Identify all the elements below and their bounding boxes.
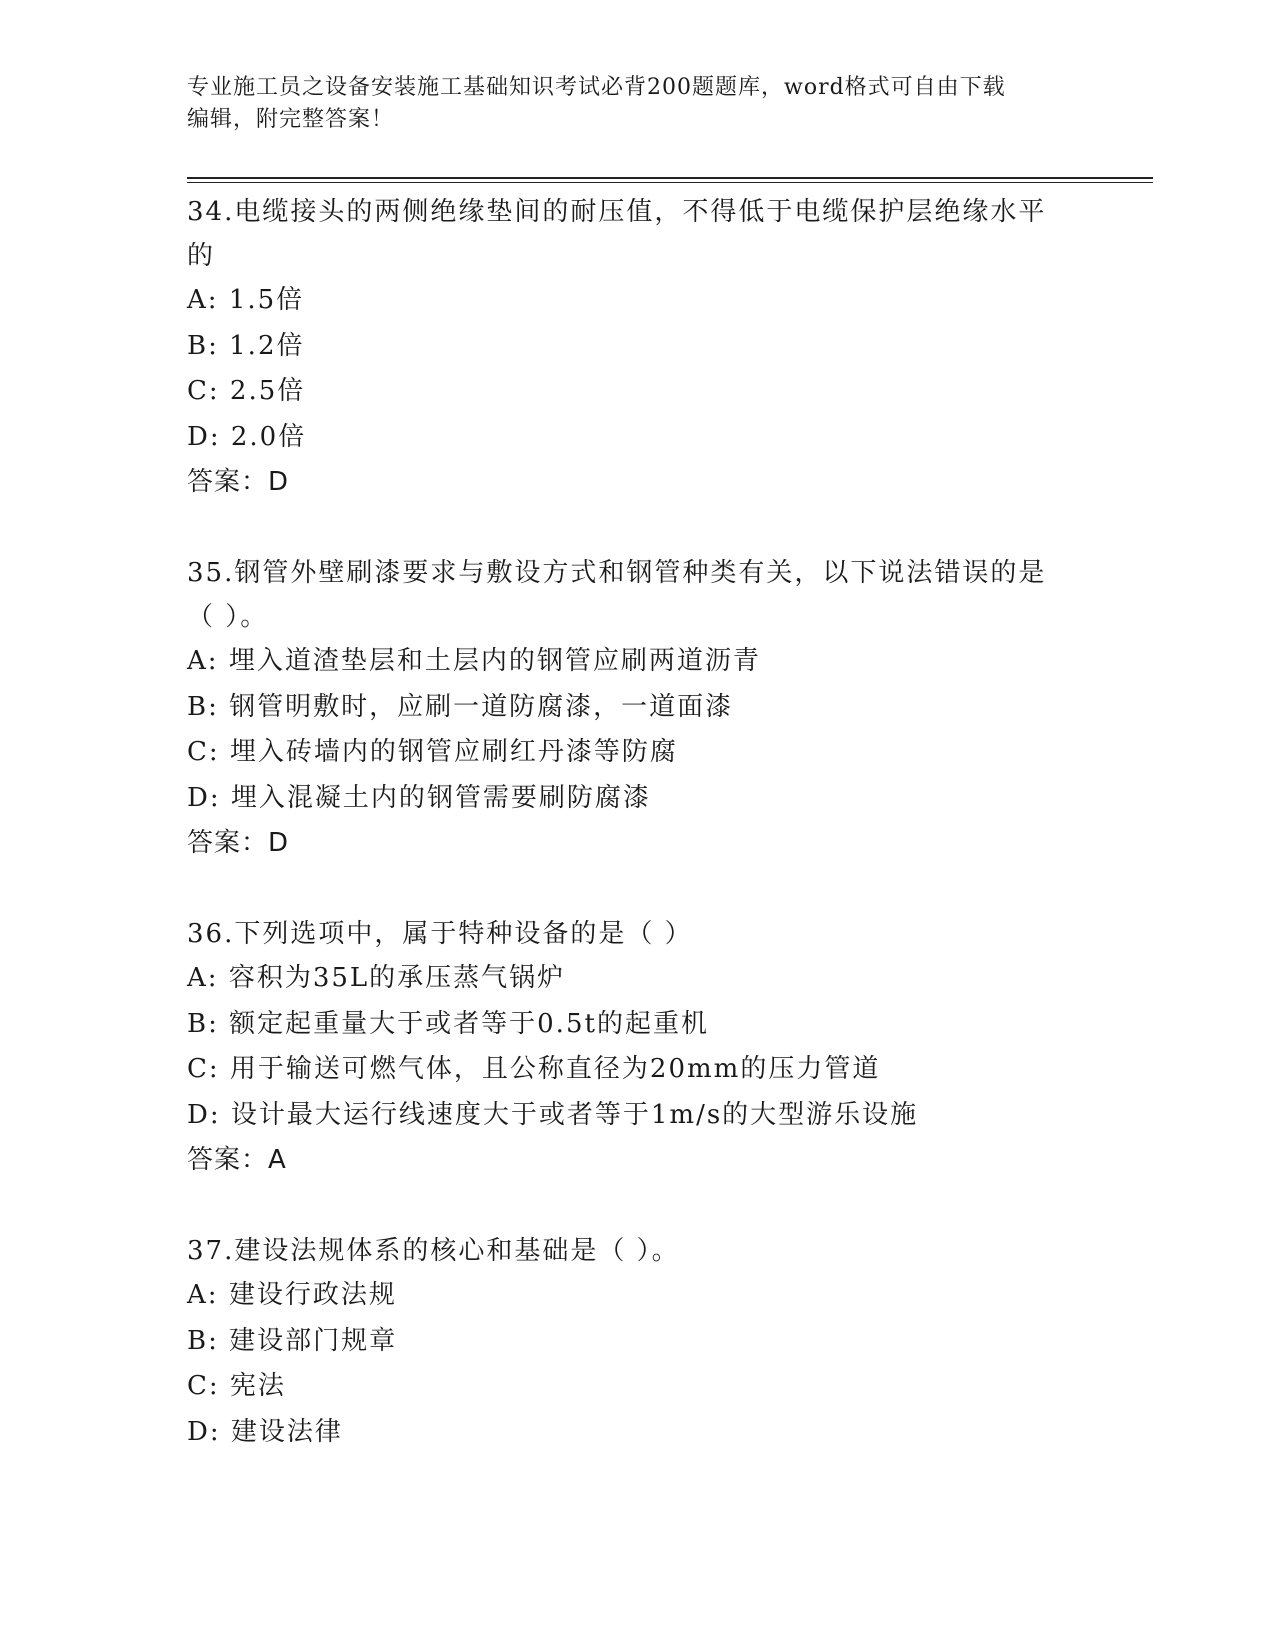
question-text: 37.建设法规体系的核心和基础是（ ）。 bbox=[187, 1236, 680, 1266]
question-36 bbox=[187, 912, 1087, 1183]
option-label: D: bbox=[187, 782, 221, 813]
option-text: 建设行政法规 bbox=[228, 1280, 397, 1310]
option-label: D: bbox=[187, 1099, 221, 1130]
option-text: 钢管明敷时，应刷一道防腐漆，一道面漆 bbox=[229, 691, 734, 722]
option-label: A: bbox=[187, 1280, 219, 1310]
answer-line: 答案：D bbox=[187, 828, 290, 858]
option-label: D: bbox=[187, 1416, 221, 1447]
question-37 bbox=[187, 1229, 1087, 1455]
option-c bbox=[187, 1047, 1087, 1093]
option-label: B: bbox=[187, 1325, 219, 1356]
option-label: C: bbox=[187, 1371, 220, 1401]
option-label: C: bbox=[187, 737, 220, 767]
answer-line: 答案：A bbox=[187, 1145, 287, 1175]
question-text: 35.钢管外壁刷漆要求与敷设方式和钢管种类有关，以下说法错误的是（ ）。 bbox=[187, 558, 1047, 632]
option-text: 容积为35L的承压蒸气锅炉 bbox=[228, 963, 566, 993]
option-b bbox=[187, 685, 1087, 731]
option-a bbox=[187, 278, 1087, 324]
answer-line: 答案：D bbox=[187, 467, 290, 497]
document-header bbox=[187, 72, 1067, 136]
option-label: B: bbox=[187, 1008, 219, 1039]
option-text: 宪法 bbox=[229, 1371, 286, 1401]
header-line-1: 专业施工员之设备安装施工基础知识考试必背200题题库，word格式可自由下载 bbox=[187, 75, 1006, 100]
option-d bbox=[187, 1410, 1087, 1456]
option-c bbox=[187, 1364, 1087, 1410]
header-divider-thin bbox=[187, 182, 1153, 183]
option-text: 埋入混凝土内的钢管需要刷防腐漆 bbox=[230, 782, 651, 813]
option-d bbox=[187, 776, 1087, 822]
option-text: 1.2倍 bbox=[229, 330, 305, 361]
option-label: C: bbox=[187, 376, 220, 406]
option-label: A: bbox=[187, 963, 219, 993]
option-label: D: bbox=[187, 421, 221, 452]
option-d bbox=[187, 1093, 1087, 1139]
option-label: B: bbox=[187, 330, 219, 361]
header-line-2: 编辑，附完整答案！ bbox=[187, 107, 395, 132]
question-list bbox=[187, 190, 1087, 1501]
option-b bbox=[187, 1319, 1087, 1365]
option-text: 埋入砖墙内的钢管应刷红丹漆等防腐 bbox=[229, 737, 678, 767]
option-a bbox=[187, 639, 1087, 685]
question-34 bbox=[187, 190, 1087, 505]
option-b bbox=[187, 1002, 1087, 1048]
header-divider-thick bbox=[187, 177, 1153, 179]
option-text: 建设部门规章 bbox=[229, 1325, 398, 1356]
option-label: A: bbox=[187, 285, 219, 315]
option-c bbox=[187, 730, 1087, 776]
option-text: 2.5倍 bbox=[229, 376, 306, 406]
option-label: B: bbox=[187, 691, 219, 722]
option-text: 1.5倍 bbox=[228, 285, 305, 315]
option-a bbox=[187, 1273, 1087, 1319]
option-text: 2.0倍 bbox=[230, 421, 307, 452]
option-label: A: bbox=[187, 646, 219, 676]
option-text: 用于输送可燃气体，且公称直径为20mm的压力管道 bbox=[229, 1054, 881, 1084]
option-text: 埋入道渣垫层和土层内的钢管应刷两道沥青 bbox=[228, 646, 761, 676]
option-text: 建设法律 bbox=[230, 1416, 343, 1447]
option-a bbox=[187, 956, 1087, 1002]
option-d bbox=[187, 415, 1087, 461]
option-c bbox=[187, 369, 1087, 415]
question-text: 34.电缆接头的两侧绝缘垫间的耐压值，不得低于电缆保护层绝缘水平的 bbox=[187, 197, 1047, 271]
option-text: 设计最大运行线速度大于或者等于1m/s的大型游乐设施 bbox=[230, 1099, 919, 1130]
option-label: C: bbox=[187, 1054, 220, 1084]
option-text: 额定起重量大于或者等于0.5t的起重机 bbox=[229, 1008, 709, 1039]
option-b bbox=[187, 324, 1087, 370]
question-35 bbox=[187, 551, 1087, 866]
question-text: 36.下列选项中，属于特种设备的是（ ） bbox=[187, 919, 693, 949]
